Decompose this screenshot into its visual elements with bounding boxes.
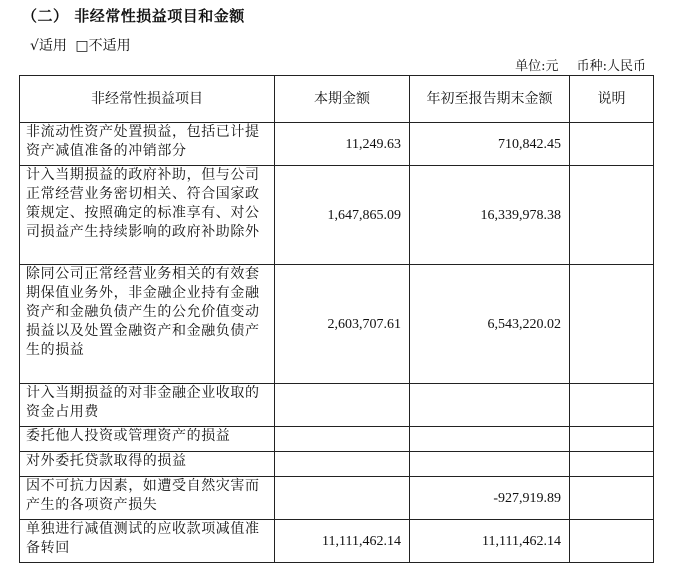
row-ytd: -927,919.89 [410, 477, 570, 520]
row-ytd: 6,543,220.02 [410, 265, 570, 384]
not-applicable-option: □不适用 [75, 38, 131, 54]
row-ytd [410, 427, 570, 452]
row-item: 因不可抗力因素，如遭受自然灾害而产生的各项资产损失 [20, 477, 275, 520]
row-ytd: 11,111,462.14 [410, 520, 570, 563]
header-current: 本期金额 [275, 76, 410, 123]
header-note: 说明 [570, 76, 654, 123]
table-row [20, 427, 654, 452]
unit-label: 单位:元 [515, 59, 559, 74]
row-item: 非流动性资产处置损益，包括已计提资产减值准备的冲销部分 [20, 123, 275, 166]
row-ytd: 16,339,978.38 [410, 166, 570, 265]
row-note [570, 427, 654, 452]
row-current [275, 477, 410, 520]
non-recurring-items-table [19, 75, 654, 563]
row-current [275, 384, 410, 427]
row-ytd [410, 384, 570, 427]
row-current [275, 427, 410, 452]
header-ytd: 年初至报告期末金额 [410, 76, 570, 123]
row-current: 2,603,707.61 [275, 265, 410, 384]
applicability-options [30, 35, 135, 55]
row-item: 对外委托贷款取得的损益 [20, 452, 275, 477]
row-note [570, 166, 654, 265]
table-row [20, 166, 654, 265]
row-item: 计入当期损益的对非金融企业收取的资金占用费 [20, 384, 275, 427]
row-item: 除同公司正常经营业务相关的有效套期保值业务外，非金融企业持有金融资产和金融负债产生的公允价值变动损益以及处置金融资产和金融负债产生的损益 [20, 265, 275, 384]
row-note [570, 520, 654, 563]
table-row [20, 123, 654, 166]
row-current: 1,647,865.09 [275, 166, 410, 265]
header-item: 非经常性损益项目 [20, 76, 275, 123]
row-item: 单独进行减值测试的应收款项减值准备转回 [20, 520, 275, 563]
row-current [275, 452, 410, 477]
table-row [20, 520, 654, 563]
row-ytd [410, 452, 570, 477]
section-heading: （二） 非经常性损益项目和金额 [22, 7, 245, 25]
row-note [570, 265, 654, 384]
row-note [570, 384, 654, 427]
row-item: 委托他人投资或管理资产的损益 [20, 427, 275, 452]
applicable-option: √适用 [30, 38, 67, 54]
table-header-row [20, 76, 654, 123]
row-item: 计入当期损益的政府补助，但与公司正常经营业务密切相关、符合国家政策规定、按照确定的标准享有、对公司损益产生持续影响的政府补助除外 [20, 166, 275, 265]
row-current: 11,111,462.14 [275, 520, 410, 563]
row-note [570, 123, 654, 166]
row-note [570, 477, 654, 520]
unit-line [515, 55, 646, 74]
row-note [570, 452, 654, 477]
currency-label: 币种:人民币 [576, 59, 646, 74]
table-row [20, 265, 654, 384]
row-current: 11,249.63 [275, 123, 410, 166]
table-row [20, 477, 654, 520]
table-row [20, 384, 654, 427]
table-row [20, 452, 654, 477]
row-ytd: 710,842.45 [410, 123, 570, 166]
